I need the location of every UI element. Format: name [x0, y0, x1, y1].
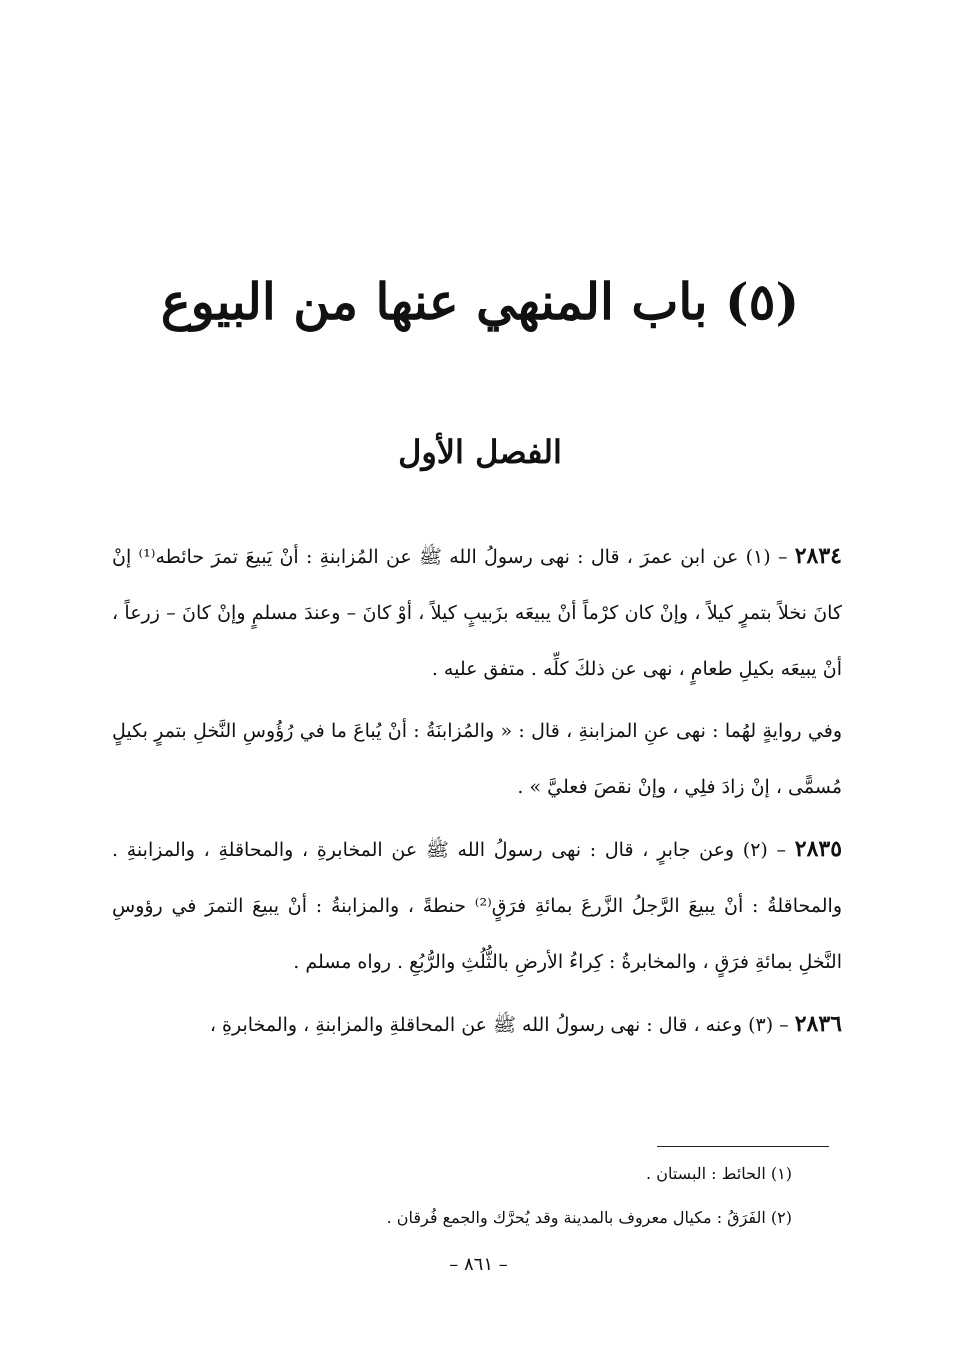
- hadith-number: ٢٨٣٥: [794, 836, 843, 862]
- hadith-text: وفي روايةٍ لهُما : نهى عنِ المزابنةِ ، قال : « والمُزابنَةُ : أنْ يُباعَ ما في رُؤُوسِ النَّخلِ بتمرٍ بكيلٍ مُسمًّى ، إنْ زادَ فلِي ، وإنْ نقصَ فعليَّ » .: [112, 720, 842, 798]
- chapter-title: (٥) باب المنهي عنها من البيوع: [160, 272, 800, 331]
- hadith-paragraph: [112, 996, 842, 1053]
- hadith-paragraph: [112, 528, 842, 697]
- footnotes: [112, 1152, 792, 1240]
- hadith-paragraph: [112, 821, 842, 990]
- hadith-text: – (١) عن ابن عمرَ ، قال : نهى رسولُ الله ﷺ عن المُزابنةِ : أنْ يَبيعَ تمرَ حائطه⁽¹⁾ إنْ كانَ نخلاً بتمرٍ كيلاً ، وإنْ كان كرْماً أنْ يبيعَه بزَبيبٍ كيلاً ، أوْ كانَ – وعندَ مسلمٍ وإنْ كانَ – زرعاً ، أنْ يبيعَه بكيلِ طعامٍ ، نهى عن ذلكَ كلِّه . متفق عليه .: [112, 546, 842, 680]
- page-number: – ٨٦١ –: [449, 1254, 508, 1275]
- hadith-text: – (٣) وعنه ، قال : نهى رسولُ الله ﷺ عن المحاقلةِ والمزابنةِ ، والمخابرةِ ،: [209, 1014, 789, 1036]
- hadith-paragraph: [112, 703, 842, 815]
- hadith-number: ٢٨٣٦: [794, 1011, 842, 1037]
- hadith-text: – (٢) وعن جابرٍ ، قال : نهى رسولُ الله ﷺ عن المخابرةِ ، والمحاقلةِ ، والمزابنةِ . والمحاقلةُ : أنْ يبيعَ الرَّجلُ الزَّرعَ بمائةِ فرَقٍ⁽²⁾ حنطةً ، والمزابنةُ : أنْ يبيعَ التمرَ في رؤوسِ النَّخلِ بمائةِ فرَقٍ ، والمخابرةُ : كِراءُ الأرضِ بالثُّلُثِ والرُّبُعِ . رواه مسلم .: [112, 839, 842, 973]
- hadith-number: ٢٨٣٤: [794, 543, 842, 569]
- section-title: الفصل الأول: [398, 433, 562, 471]
- body-text: [112, 528, 842, 1059]
- footnote: (٢) الفَرَقُ : مكيال معروف بالمدينة وقد يُحرَّك والجمع فُرقان .: [386, 1208, 792, 1227]
- footnote-divider: [657, 1146, 829, 1147]
- footnote: (١) الحائط : البستان .: [646, 1164, 792, 1183]
